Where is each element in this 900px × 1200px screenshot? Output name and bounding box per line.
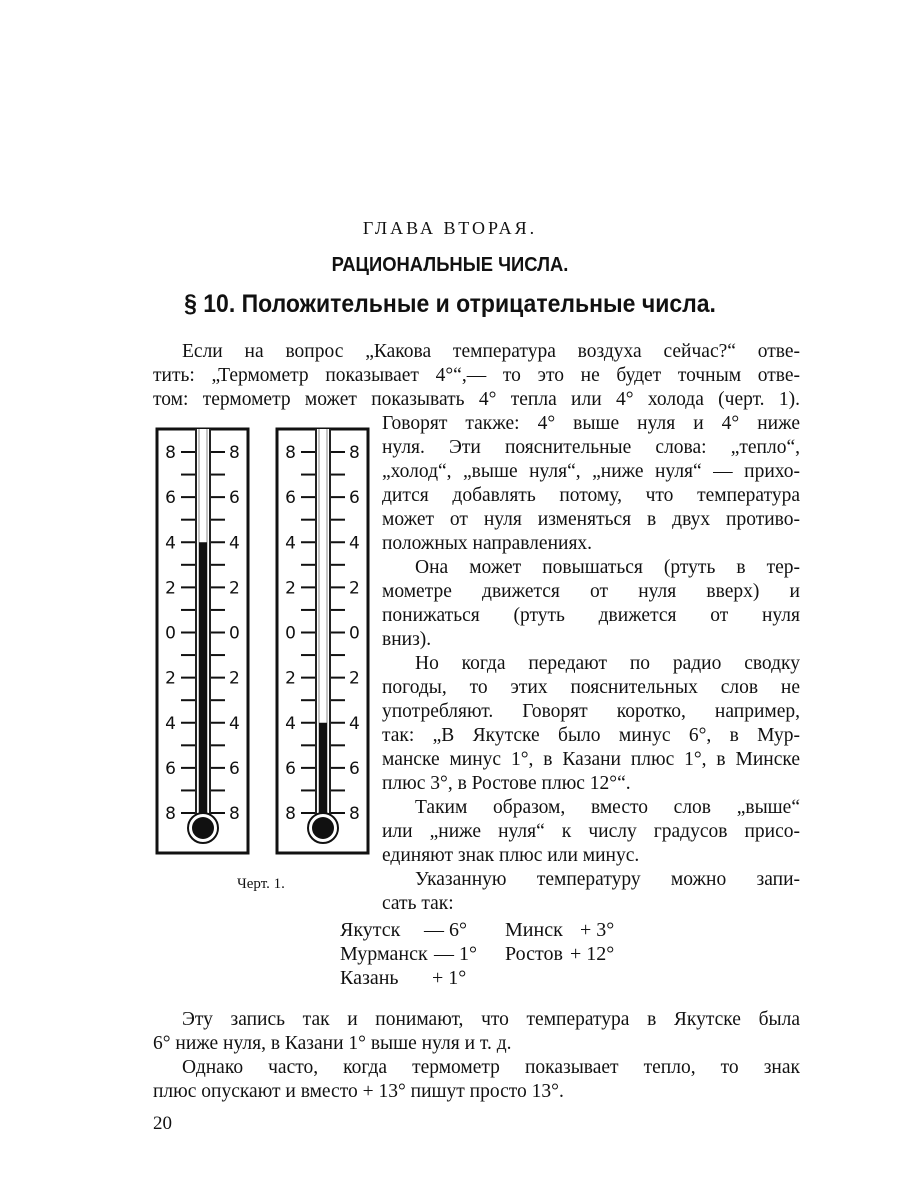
side-line: „холод“, „выше нуля“, „ниже нуля“ — прихо- (382, 461, 800, 482)
scale-label-right: 6 (229, 488, 240, 509)
side-line: сать так: (382, 893, 454, 914)
table-value: + 3° (580, 919, 615, 941)
side-line: Таким образом, вместо слов „выше“ (415, 797, 800, 818)
scale-label-right: 4 (349, 533, 360, 554)
side-line: манске минус 1°, в Казани плюс 1°, в Минске (382, 749, 800, 770)
scale-label-left: 2 (285, 578, 296, 599)
side-line: понижаться (ртуть движется от нуля (382, 605, 800, 626)
scale-label-right: 4 (229, 713, 240, 734)
side-line: мометре движется от нуля вверх) и (382, 581, 800, 602)
chapter-label: ГЛАВА ВТОРАЯ. (362, 218, 538, 238)
side-line: нуля. Эти пояснительные слова: „тепло“, (382, 437, 800, 458)
table-city: Якутск (340, 919, 401, 941)
mercury-column (199, 542, 207, 823)
scale-label-right: 2 (229, 668, 240, 689)
scale-label-left: 0 (165, 623, 176, 644)
scale-label-right: 0 (349, 623, 360, 644)
side-line: Говорят также: 4° выше нуля и 4° ниже (382, 413, 800, 434)
figure-caption: Черт. 1. (237, 876, 285, 892)
side-line: плюс 3°, в Ростове плюс 12°“. (382, 773, 631, 794)
scale-label-left: 8 (165, 804, 176, 824)
table-value: + 1° (432, 967, 467, 989)
scale-label-right: 6 (229, 758, 240, 779)
scale-label-left: 0 (285, 623, 296, 644)
mercury-column (319, 723, 327, 823)
intro-line: Если на вопрос „Какова температура воздуха сейчас?“ отве- (182, 341, 800, 362)
side-line: Она может повышаться (ртуть в тер- (415, 557, 800, 578)
scale-label-left: 6 (165, 488, 176, 509)
scale-label-right: 2 (349, 578, 360, 599)
scale-label-right: 8 (349, 804, 360, 824)
table-city: Ростов (505, 943, 563, 965)
scale-label-left: 6 (165, 758, 176, 779)
scale-label-right: 4 (229, 533, 240, 554)
side-line: погоды, то этих пояснительных слов не (382, 677, 800, 698)
table-value: + 12° (570, 943, 615, 965)
intro-line: тить: „Термометр показывает 4°“,— то это не будет точным отве- (153, 365, 800, 386)
table-city: Минск (505, 919, 563, 941)
scale-label-right: 2 (229, 578, 240, 599)
side-line: дится добавлять потому, что температура (382, 485, 800, 506)
thermometer-bulb (312, 817, 334, 839)
scale-label-right: 2 (349, 668, 360, 689)
thermometer-figure (150, 420, 380, 865)
thermometer-bulb (192, 817, 214, 839)
scale-label-left: 2 (285, 668, 296, 689)
side-line: Но когда передают по радио сводку (415, 653, 800, 674)
table-city: Мурманск (340, 943, 428, 965)
table-value: — 6° (424, 919, 467, 941)
scale-label-left: 4 (285, 713, 296, 734)
scale-label-right: 8 (229, 804, 240, 824)
side-line: вниз). (382, 629, 432, 650)
scale-label-left: 8 (165, 443, 176, 463)
scale-label-left: 4 (165, 713, 176, 734)
scale-label-right: 8 (229, 443, 240, 463)
scale-label-left: 8 (285, 443, 296, 463)
side-line: может от нуля изменяться в двух противо- (382, 509, 800, 530)
scale-label-left: 6 (285, 758, 296, 779)
side-line: употребляют. Говорят коротко, например, (382, 701, 800, 722)
closing-line: плюс опускают и вместо + 13° пишут просто 13°. (153, 1081, 564, 1102)
closing-line: Однако часто, когда термометр показывает тепло, то знак (182, 1057, 800, 1078)
side-line: так: „В Якутске было минус 6°, в Мур- (382, 725, 800, 746)
part-title: РАЦИОНАЛЬНЫЕ ЧИСЛА. (331, 254, 569, 276)
table-city: Казань (340, 967, 399, 989)
scale-label-left: 2 (165, 668, 176, 689)
scale-label-left: 4 (165, 533, 176, 554)
side-line: единяют знак плюс или минус. (382, 845, 640, 866)
scale-label-right: 6 (349, 758, 360, 779)
scale-label-left: 8 (285, 804, 296, 824)
side-line: положных направлениях. (382, 533, 593, 554)
section-title: § 10. Положительные и отрицательные числа. (184, 290, 716, 318)
closing-line: 6° ниже нуля, в Казани 1° выше нуля и т. д. (153, 1033, 512, 1054)
scale-label-left: 6 (285, 488, 296, 509)
scale-label-right: 4 (349, 713, 360, 734)
page-number: 20 (153, 1113, 172, 1134)
intro-line: том: термометр может показывать 4° тепла или 4° холода (черт. 1). (153, 389, 800, 410)
scale-label-right: 6 (349, 488, 360, 509)
closing-line: Эту запись так и понимают, что температура в Якутске была (182, 1009, 800, 1030)
scale-label-left: 4 (285, 533, 296, 554)
side-line: Указанную температуру можно запи- (415, 869, 800, 890)
scale-label-right: 8 (349, 443, 360, 463)
table-value: — 1° (434, 943, 477, 965)
scale-label-left: 2 (165, 578, 176, 599)
side-line: или „ниже нуля“ к числу градусов присо- (382, 821, 800, 842)
scale-label-right: 0 (229, 623, 240, 644)
